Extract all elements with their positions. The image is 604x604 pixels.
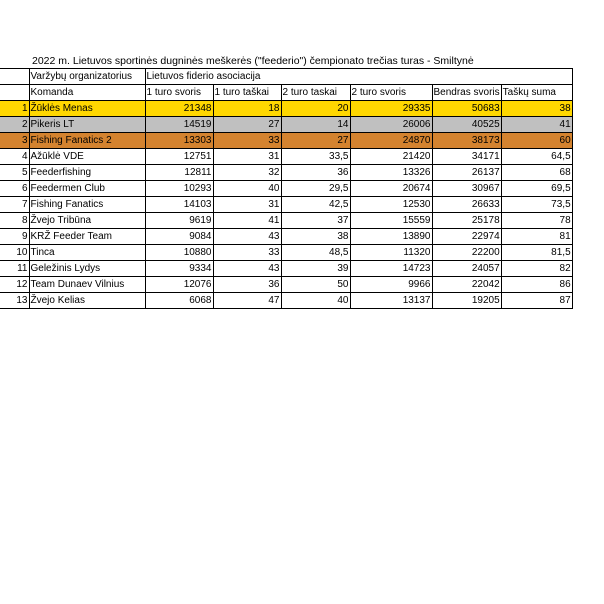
points-sum-cell: 81,5 [501, 245, 572, 261]
header-round2-points: 2 turo taskai [281, 85, 350, 101]
table-row [0, 213, 572, 229]
table-row [0, 277, 572, 293]
total-weight-cell: 25178 [432, 213, 501, 229]
total-weight-cell: 38173 [432, 133, 501, 149]
total-weight-cell: 22200 [432, 245, 501, 261]
round2-weight-cell: 26006 [350, 117, 432, 133]
table-row [0, 197, 572, 213]
points-sum-cell: 78 [501, 213, 572, 229]
blank-cell [0, 85, 29, 101]
header-total-weight: Bendras svoris [432, 85, 501, 101]
organizer-value: Lietuvos fiderio asociacija [145, 69, 572, 85]
team-cell: Žvejo Tribūna [29, 213, 145, 229]
points-sum-cell: 73,5 [501, 197, 572, 213]
round1-points-cell: 32 [213, 165, 281, 181]
table-row [0, 181, 572, 197]
round1-points-cell: 27 [213, 117, 281, 133]
round1-weight-cell: 9084 [145, 229, 213, 245]
rank-cell: 5 [0, 165, 29, 181]
rank-cell: 7 [0, 197, 29, 213]
header-team: Komanda [29, 85, 145, 101]
total-weight-cell: 19205 [432, 293, 501, 309]
round2-points-cell: 50 [281, 277, 350, 293]
rank-cell: 2 [0, 117, 29, 133]
round1-points-cell: 40 [213, 181, 281, 197]
total-weight-cell: 34171 [432, 149, 501, 165]
rank-cell: 13 [0, 293, 29, 309]
round2-points-cell: 29,5 [281, 181, 350, 197]
table-row [0, 117, 572, 133]
team-cell: Team Dunaev Vilnius [29, 277, 145, 293]
total-weight-cell: 30967 [432, 181, 501, 197]
round2-points-cell: 40 [281, 293, 350, 309]
round2-weight-cell: 13326 [350, 165, 432, 181]
rank-cell: 4 [0, 149, 29, 165]
round1-weight-cell: 13303 [145, 133, 213, 149]
header-round1-weight: 1 turo svoris [145, 85, 213, 101]
round1-weight-cell: 9334 [145, 261, 213, 277]
points-sum-cell: 60 [501, 133, 572, 149]
round1-points-cell: 31 [213, 197, 281, 213]
round1-weight-cell: 12811 [145, 165, 213, 181]
round1-points-cell: 43 [213, 261, 281, 277]
header-points-sum: Taškų suma [501, 85, 572, 101]
header-round1-points: 1 turo taškai [213, 85, 281, 101]
round1-points-cell: 31 [213, 149, 281, 165]
rank-cell: 8 [0, 213, 29, 229]
points-sum-cell: 81 [501, 229, 572, 245]
round1-points-cell: 43 [213, 229, 281, 245]
table-row [0, 133, 572, 149]
round1-points-cell: 41 [213, 213, 281, 229]
round2-weight-cell: 12530 [350, 197, 432, 213]
round1-points-cell: 33 [213, 245, 281, 261]
round1-weight-cell: 12076 [145, 277, 213, 293]
round2-points-cell: 36 [281, 165, 350, 181]
rank-cell: 9 [0, 229, 29, 245]
team-cell: KRŽ Feeder Team [29, 229, 145, 245]
rank-cell: 10 [0, 245, 29, 261]
rank-cell: 3 [0, 133, 29, 149]
team-cell: Fishing Fanatics [29, 197, 145, 213]
round1-weight-cell: 10880 [145, 245, 213, 261]
table-row [0, 101, 572, 117]
round2-weight-cell: 24870 [350, 133, 432, 149]
points-sum-cell: 87 [501, 293, 572, 309]
total-weight-cell: 22042 [432, 277, 501, 293]
team-cell: Feederfishing [29, 165, 145, 181]
round2-weight-cell: 15559 [350, 213, 432, 229]
team-cell: Žūklės Menas [29, 101, 145, 117]
rank-cell: 12 [0, 277, 29, 293]
table-row [0, 261, 572, 277]
round2-points-cell: 20 [281, 101, 350, 117]
round2-weight-cell: 21420 [350, 149, 432, 165]
round2-points-cell: 38 [281, 229, 350, 245]
total-weight-cell: 24057 [432, 261, 501, 277]
total-weight-cell: 40525 [432, 117, 501, 133]
table-row [0, 149, 572, 165]
round2-points-cell: 14 [281, 117, 350, 133]
round1-weight-cell: 14519 [145, 117, 213, 133]
blank-cell [0, 69, 29, 85]
team-cell: Feedermen Club [29, 181, 145, 197]
points-sum-cell: 86 [501, 277, 572, 293]
table-row [0, 245, 572, 261]
round2-weight-cell: 11320 [350, 245, 432, 261]
team-cell: Geležinis Lydys [29, 261, 145, 277]
round1-weight-cell: 10293 [145, 181, 213, 197]
round2-weight-cell: 9966 [350, 277, 432, 293]
round1-points-cell: 33 [213, 133, 281, 149]
round1-weight-cell: 21348 [145, 101, 213, 117]
round1-weight-cell: 12751 [145, 149, 213, 165]
rank-cell: 6 [0, 181, 29, 197]
total-weight-cell: 22974 [432, 229, 501, 245]
points-sum-cell: 82 [501, 261, 572, 277]
rank-cell: 1 [0, 101, 29, 117]
round2-weight-cell: 14723 [350, 261, 432, 277]
total-weight-cell: 26137 [432, 165, 501, 181]
round2-weight-cell: 20674 [350, 181, 432, 197]
organizer-row [0, 69, 572, 85]
round2-weight-cell: 29335 [350, 101, 432, 117]
total-weight-cell: 26633 [432, 197, 501, 213]
round2-points-cell: 27 [281, 133, 350, 149]
round1-points-cell: 36 [213, 277, 281, 293]
total-weight-cell: 50683 [432, 101, 501, 117]
round2-points-cell: 33,5 [281, 149, 350, 165]
rank-cell: 11 [0, 261, 29, 277]
round1-weight-cell: 14103 [145, 197, 213, 213]
points-sum-cell: 69,5 [501, 181, 572, 197]
round2-points-cell: 42,5 [281, 197, 350, 213]
round1-points-cell: 47 [213, 293, 281, 309]
organizer-label: Varžybų organizatorius [29, 69, 145, 85]
team-cell: Fishing Fanatics 2 [29, 133, 145, 149]
round2-points-cell: 48,5 [281, 245, 350, 261]
points-sum-cell: 38 [501, 101, 572, 117]
sheet-title: 2022 m. Lietuvos sportinės dugninės meškerės ("feederio") čempionato trečias turas - Smiltynė [32, 55, 474, 67]
results-table [0, 68, 573, 309]
round2-points-cell: 39 [281, 261, 350, 277]
round2-points-cell: 37 [281, 213, 350, 229]
points-sum-cell: 41 [501, 117, 572, 133]
table-row [0, 293, 572, 309]
round1-weight-cell: 6068 [145, 293, 213, 309]
header-round2-weight: 2 turo svoris [350, 85, 432, 101]
header-row [0, 85, 572, 101]
points-sum-cell: 68 [501, 165, 572, 181]
team-cell: Pikeris LT [29, 117, 145, 133]
round1-points-cell: 18 [213, 101, 281, 117]
table-row [0, 229, 572, 245]
round1-weight-cell: 9619 [145, 213, 213, 229]
round2-weight-cell: 13137 [350, 293, 432, 309]
table-row [0, 165, 572, 181]
points-sum-cell: 64,5 [501, 149, 572, 165]
team-cell: Tinca [29, 245, 145, 261]
team-cell: Ažūklė VDE [29, 149, 145, 165]
round2-weight-cell: 13890 [350, 229, 432, 245]
team-cell: Žvejo Kelias [29, 293, 145, 309]
